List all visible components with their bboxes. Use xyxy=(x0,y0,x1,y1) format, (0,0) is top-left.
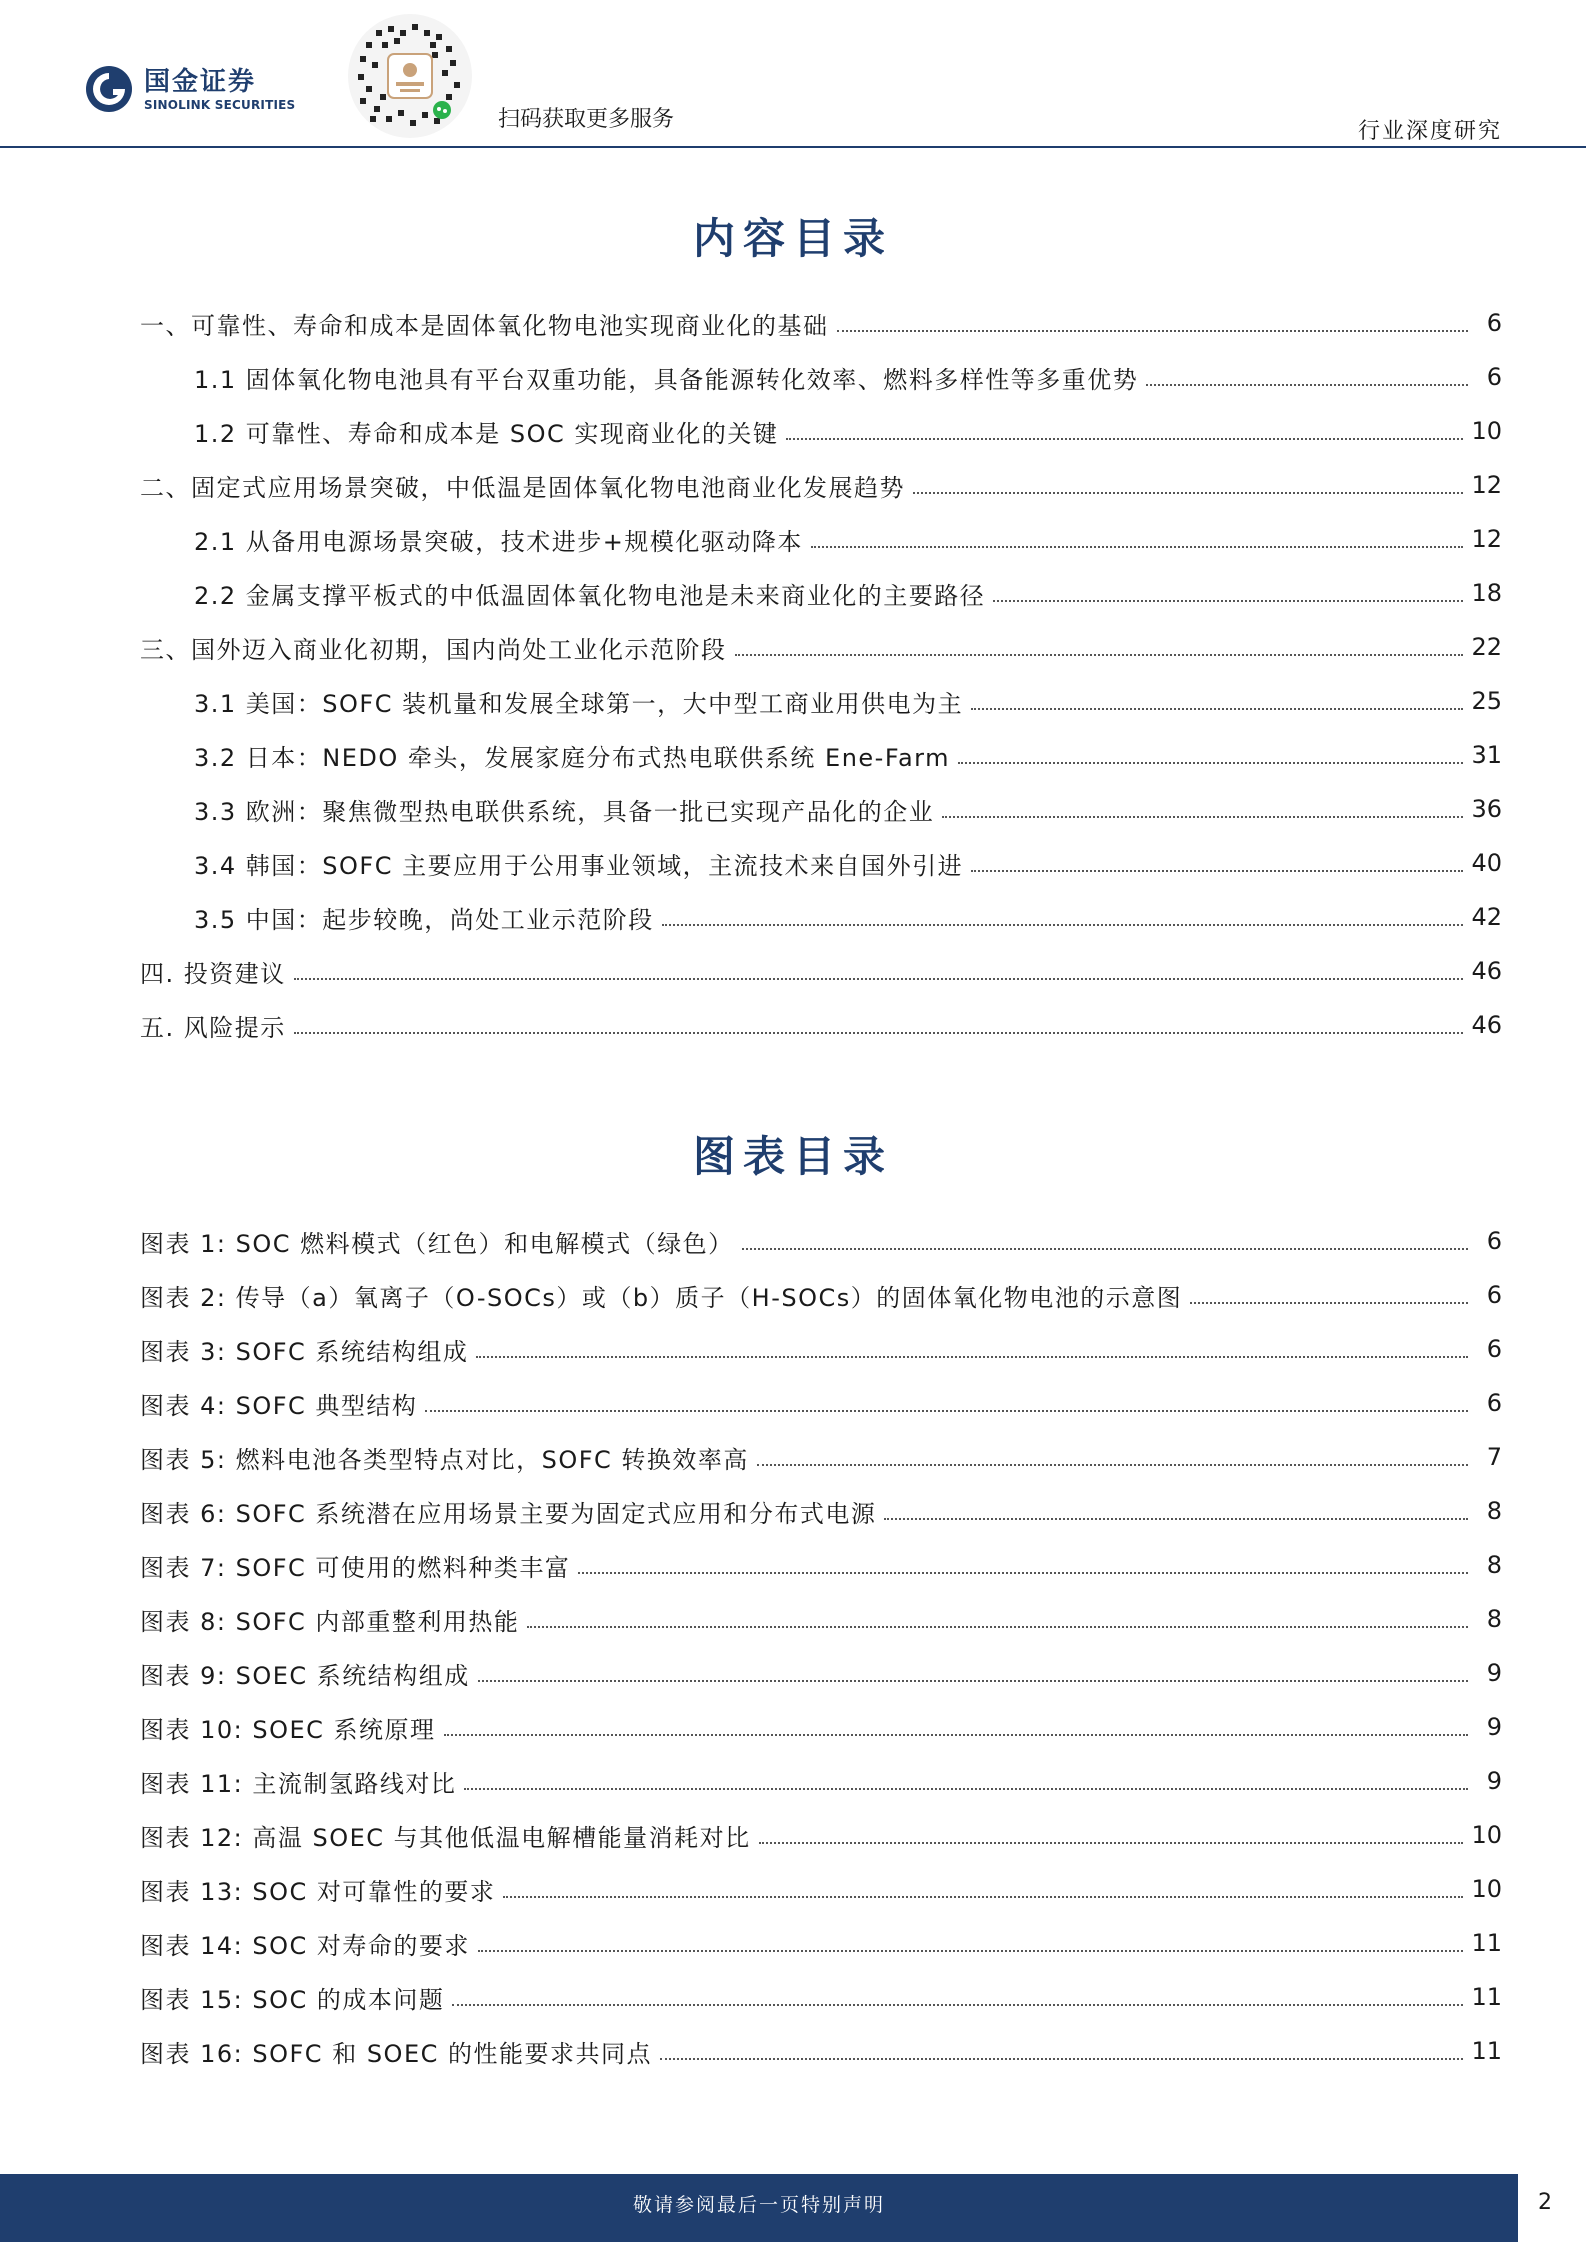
dot-leader xyxy=(478,1950,1464,1952)
dot-leader xyxy=(464,1788,1468,1790)
toc-entry-label: 图表 3: SOFC 系统结构组成 xyxy=(140,1337,469,1366)
dot-leader xyxy=(971,870,1463,872)
logo-chinese-name: 国金证券 xyxy=(144,67,257,97)
toc-entry-page: 6 xyxy=(1486,1227,1502,1255)
toc-entry[interactable] xyxy=(140,620,1502,674)
toc-entry-page: 42 xyxy=(1471,903,1502,931)
toc-entry-page: 9 xyxy=(1486,1659,1502,1687)
toc-entry-label: 二、固定式应用场景突破，中低温是固体氧化物电池商业化发展趋势 xyxy=(140,473,905,502)
dot-leader xyxy=(478,1680,1468,1682)
toc-entry-label: 3.5 中国：起步较晚，尚处工业示范阶段 xyxy=(194,905,654,934)
toc-entry-page: 10 xyxy=(1471,1821,1502,1849)
dot-leader xyxy=(735,654,1464,656)
dot-leader xyxy=(971,708,1463,710)
dot-leader xyxy=(837,330,1469,332)
company-logo xyxy=(84,64,295,114)
toc-entry-label: 四. 投资建议 xyxy=(140,959,286,988)
toc-entry-label: 图表 7: SOFC 可使用的燃料种类丰富 xyxy=(140,1553,571,1582)
qr-caption: 扫码获取更多服务 xyxy=(498,107,675,132)
toc-entry-page: 25 xyxy=(1471,687,1502,715)
toc-entry-page: 46 xyxy=(1471,957,1502,985)
toc-entry[interactable] xyxy=(140,890,1502,944)
toc-entry[interactable] xyxy=(140,782,1502,836)
dot-leader xyxy=(660,2058,1463,2060)
dot-leader xyxy=(476,1356,1468,1358)
toc-entry-label: 图表 8: SOFC 内部重整利用热能 xyxy=(140,1607,520,1636)
dot-leader xyxy=(444,1734,1468,1736)
toc-entry[interactable] xyxy=(140,1970,1502,2024)
toc-entry-label: 一、可靠性、寿命和成本是固体氧化物电池实现商业化的基础 xyxy=(140,311,829,340)
toc-entry-page: 8 xyxy=(1486,1605,1502,1633)
toc-entry[interactable] xyxy=(140,1376,1502,1430)
dot-leader xyxy=(759,1842,1464,1844)
toc-entry-label: 图表 14: SOC 对寿命的要求 xyxy=(140,1931,470,1960)
dot-leader xyxy=(993,600,1463,602)
toc-entry[interactable] xyxy=(140,1592,1502,1646)
toc-entry[interactable] xyxy=(140,296,1502,350)
dot-leader xyxy=(662,924,1464,926)
toc-entry-page: 8 xyxy=(1486,1497,1502,1525)
toc-entry-page: 6 xyxy=(1486,1281,1502,1309)
toc-entry-label: 图表 4: SOFC 典型结构 xyxy=(140,1391,418,1420)
toc-entry-label: 图表 9: SOEC 系统结构组成 xyxy=(140,1661,470,1690)
toc-entry-label: 3.4 韩国：SOFC 主要应用于公用事业领域，主流技术来自国外引进 xyxy=(194,851,964,880)
page-number: 2 xyxy=(1538,2190,1552,2215)
toc-entry-label: 3.1 美国：SOFC 装机量和发展全球第一，大中型工商业用供电为主 xyxy=(194,689,964,718)
toc-entry-page: 10 xyxy=(1471,1875,1502,1903)
toc-entry[interactable] xyxy=(140,2024,1502,2078)
dot-leader xyxy=(1146,384,1468,386)
report-type-label: 行业深度研究 xyxy=(1357,119,1502,144)
toc-entry-label: 3.3 欧洲：聚焦微型热电联供系统，具备一批已实现产品化的企业 xyxy=(194,797,935,826)
dot-leader xyxy=(452,2004,1463,2006)
toc-entry-page: 6 xyxy=(1486,1335,1502,1363)
toc-entry[interactable] xyxy=(140,836,1502,890)
toc-entry-page: 11 xyxy=(1471,1929,1502,1957)
toc-entry-label: 三、国外迈入商业化初期，国内尚处工业化示范阶段 xyxy=(140,635,727,664)
toc-entry[interactable] xyxy=(140,998,1502,1052)
logo-english-name: SINOLINK SECURITIES xyxy=(144,98,296,112)
dot-leader xyxy=(757,1464,1468,1466)
toc-entry-label: 图表 10: SOEC 系统原理 xyxy=(140,1715,436,1744)
toc-entry[interactable] xyxy=(140,1268,1502,1322)
toc-entry-page: 46 xyxy=(1471,1011,1502,1039)
toc-entry-page: 22 xyxy=(1471,633,1502,661)
figures-title: 图表目录 xyxy=(692,1132,893,1181)
dot-leader xyxy=(742,1248,1468,1250)
toc-entry[interactable] xyxy=(140,1484,1502,1538)
toc-entry[interactable] xyxy=(140,1430,1502,1484)
toc-entry-label: 图表 11: 主流制氢路线对比 xyxy=(140,1769,457,1798)
toc-entry-page: 11 xyxy=(1471,1983,1502,2011)
toc-entry-page: 36 xyxy=(1471,795,1502,823)
qr-code-icon[interactable] xyxy=(346,12,474,140)
dot-leader xyxy=(294,978,1464,980)
dot-leader xyxy=(958,762,1463,764)
toc-entry-page: 12 xyxy=(1471,471,1502,499)
toc-entry-label: 图表 2: 传导（a）氧离子（O-SOCs）或（b）质子（H-SOCs）的固体氧化物电池的示意图 xyxy=(140,1283,1183,1312)
toc-entry-page: 10 xyxy=(1471,417,1502,445)
toc-entry-page: 9 xyxy=(1486,1713,1502,1741)
toc-entry-label: 1.2 可靠性、寿命和成本是 SOC 实现商业化的关键 xyxy=(194,419,779,448)
toc-entry-label: 图表 16: SOFC 和 SOEC 的性能要求共同点 xyxy=(140,2039,653,2068)
toc-entry[interactable] xyxy=(140,350,1502,404)
dot-leader xyxy=(942,816,1463,818)
toc-entry-label: 2.2 金属支撑平板式的中低温固体氧化物电池是未来商业化的主要路径 xyxy=(194,581,986,610)
toc-entry-label: 图表 15: SOC 的成本问题 xyxy=(140,1985,445,2014)
toc-entry-label: 五. 风险提示 xyxy=(140,1013,286,1042)
toc-entry-page: 12 xyxy=(1471,525,1502,553)
dot-leader xyxy=(1190,1302,1468,1304)
toc-entry-page: 6 xyxy=(1486,309,1502,337)
toc-entry[interactable] xyxy=(140,512,1502,566)
toc-entry[interactable] xyxy=(140,1700,1502,1754)
toc-entry[interactable] xyxy=(140,1754,1502,1808)
toc-entry[interactable] xyxy=(140,404,1502,458)
dot-leader xyxy=(503,1896,1463,1898)
figures-list xyxy=(140,1214,1502,2078)
toc-entry-page: 6 xyxy=(1486,1389,1502,1417)
toc-entry-page: 11 xyxy=(1471,2037,1502,2065)
toc-entry[interactable] xyxy=(140,1538,1502,1592)
toc-entry-label: 图表 5: 燃料电池各类型特点对比，SOFC 转换效率高 xyxy=(140,1445,749,1474)
dot-leader xyxy=(811,546,1464,548)
dot-leader xyxy=(786,438,1463,440)
toc-entry[interactable] xyxy=(140,1916,1502,1970)
toc-entry[interactable] xyxy=(140,458,1502,512)
footer-notice: 敬请参阅最后一页特别声明 xyxy=(632,2194,885,2216)
toc-entry-page: 9 xyxy=(1486,1767,1502,1795)
toc-entry-page: 40 xyxy=(1471,849,1502,877)
toc-entry-label: 1.1 固体氧化物电池具有平台双重功能，具备能源转化效率、燃料多样性等多重优势 xyxy=(194,365,1139,394)
dot-leader xyxy=(294,1032,1464,1034)
toc-entry-label: 3.2 日本：NEDO 牵头，发展家庭分布式热电联供系统 Ene-Farm xyxy=(194,743,950,772)
toc-entry-page: 31 xyxy=(1471,741,1502,769)
toc-title: 内容目录 xyxy=(692,214,893,263)
toc-entry[interactable] xyxy=(140,944,1502,998)
toc-entry[interactable] xyxy=(140,1862,1502,1916)
dot-leader xyxy=(425,1410,1468,1412)
toc-entry[interactable] xyxy=(140,728,1502,782)
toc-entry-page: 8 xyxy=(1486,1551,1502,1579)
toc-entry[interactable] xyxy=(140,1214,1502,1268)
toc-entry[interactable] xyxy=(140,1322,1502,1376)
toc-entry[interactable] xyxy=(140,674,1502,728)
toc-entry-page: 6 xyxy=(1486,363,1502,391)
toc-entry-label: 图表 12: 高温 SOEC 与其他低温电解槽能量消耗对比 xyxy=(140,1823,751,1852)
toc-entry[interactable] xyxy=(140,1646,1502,1700)
dot-leader xyxy=(913,492,1463,494)
toc-entry-page: 7 xyxy=(1486,1443,1502,1471)
toc-entry-label: 图表 6: SOFC 系统潜在应用场景主要为固定式应用和分布式电源 xyxy=(140,1499,877,1528)
toc-entry[interactable] xyxy=(140,1808,1502,1862)
dot-leader xyxy=(527,1626,1468,1628)
header-divider xyxy=(0,146,1586,148)
toc-list xyxy=(140,296,1502,1052)
toc-entry-page: 18 xyxy=(1471,579,1502,607)
dot-leader xyxy=(578,1572,1468,1574)
toc-entry-label: 图表 1: SOC 燃料模式（红色）和电解模式（绿色） xyxy=(140,1229,734,1258)
sinolink-logo-icon xyxy=(84,64,134,114)
page-header xyxy=(0,0,1586,150)
dot-leader xyxy=(884,1518,1468,1520)
toc-entry[interactable] xyxy=(140,566,1502,620)
toc-entry-label: 2.1 从备用电源场景突破，技术进步+规模化驱动降本 xyxy=(194,527,803,556)
toc-entry-label: 图表 13: SOC 对可靠性的要求 xyxy=(140,1877,496,1906)
